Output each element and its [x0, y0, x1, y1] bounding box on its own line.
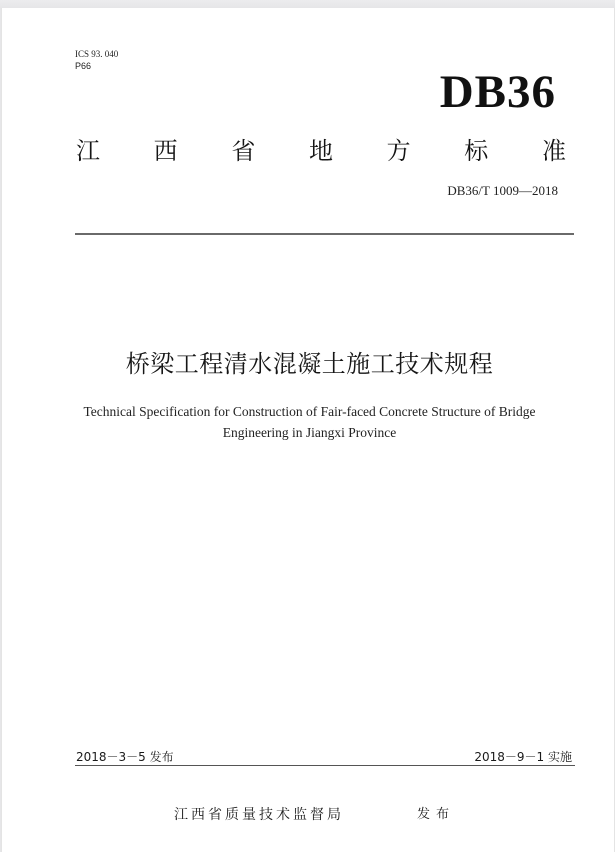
- title-english-line2: Engineering in Jiangxi Province: [222, 425, 397, 440]
- document-page: [1, 8, 615, 852]
- standard-type: [76, 136, 566, 166]
- ics-code: ICS 93. 040: [75, 49, 119, 59]
- standard-type-char: 江: [76, 137, 100, 165]
- standard-type-char: 省: [231, 137, 256, 165]
- title-english-line1: Technical Specification for Construction of Fair-faced Concrete Structure of Bridge: [83, 404, 536, 419]
- header-divider: [75, 233, 574, 235]
- standard-code: DB36/T 1009—2018: [447, 183, 558, 198]
- title-english: [2, 401, 615, 443]
- issuer-name: 江西省质量技术监督局: [174, 807, 344, 823]
- standard-type-char: 地: [308, 137, 333, 165]
- issue-word: 发布: [417, 807, 456, 822]
- standard-type-char: 标: [464, 137, 489, 165]
- implement-date: 2018－9－1 实施: [474, 750, 572, 764]
- standard-type-char: 准: [541, 137, 566, 165]
- db36-logo: DB36: [439, 66, 556, 118]
- title-chinese: 桥梁工程清水混凝土施工技术规程: [125, 350, 494, 378]
- standard-type-char: 方: [386, 137, 411, 165]
- publish-date: 2018－3－5 发布: [76, 750, 174, 764]
- standard-type-char: 西: [153, 137, 178, 165]
- ccs-code: P66: [75, 61, 92, 71]
- footer-divider: [75, 765, 575, 766]
